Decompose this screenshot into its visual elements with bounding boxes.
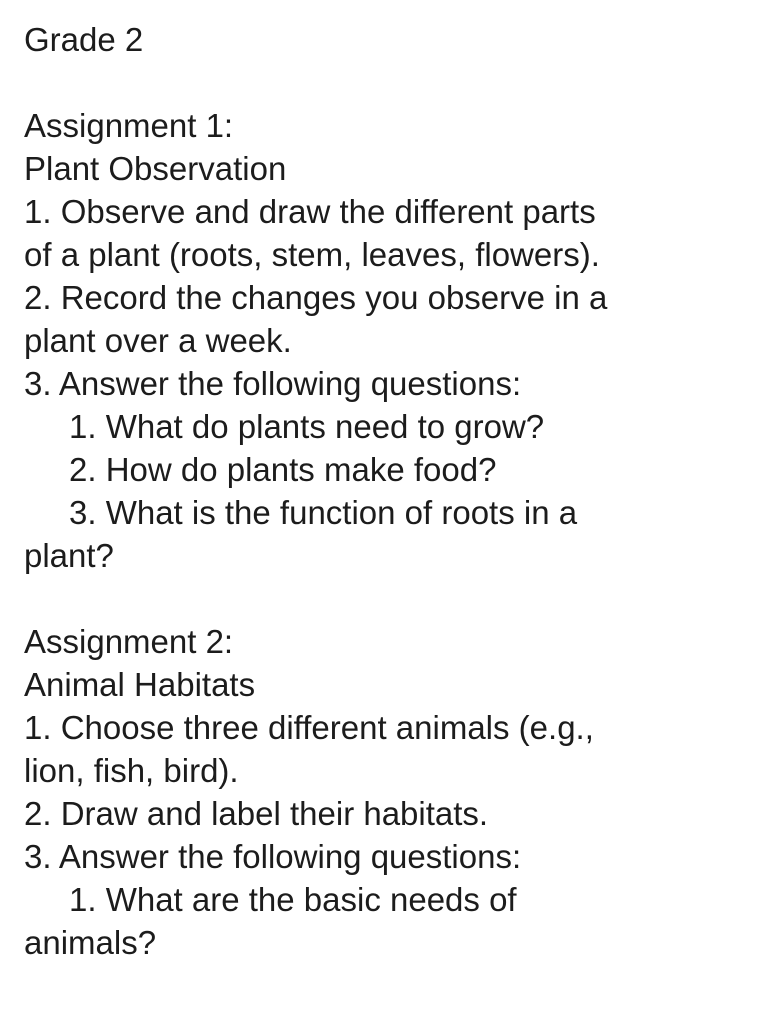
assignment-2-heading: Assignment 2: bbox=[24, 623, 234, 660]
grade-label: Grade 2 bbox=[24, 21, 144, 58]
assignment-2-title: Animal Habitats bbox=[24, 666, 256, 703]
assignment-1 bbox=[24, 104, 744, 577]
assignment-1-question-wrap: plant? bbox=[24, 537, 114, 574]
assignment-1-line: 2. Record the changes you observe in a bbox=[24, 279, 608, 316]
assignment-1-line: 3. Answer the following questions: bbox=[24, 365, 522, 402]
assignment-1-title: Plant Observation bbox=[24, 150, 287, 187]
assignment-1-heading: Assignment 1: bbox=[24, 107, 234, 144]
assignment-1-line: plant over a week. bbox=[24, 322, 292, 359]
assignment-2-line: 2. Draw and label their habitats. bbox=[24, 795, 489, 832]
assignment-2-line: lion, fish, bird). bbox=[24, 752, 239, 789]
document-body bbox=[24, 18, 744, 964]
assignment-2-line: 1. Choose three different animals (e.g., bbox=[24, 709, 594, 746]
assignment-2 bbox=[24, 620, 744, 964]
assignment-2-question-wrap: animals? bbox=[24, 924, 157, 961]
spacer bbox=[24, 577, 744, 620]
assignment-1-question: 3. What is the function of roots in a bbox=[69, 494, 578, 531]
assignment-1-question: 1. What do plants need to grow? bbox=[69, 408, 545, 445]
assignment-2-line: 3. Answer the following questions: bbox=[24, 838, 522, 875]
assignment-1-line: 1. Observe and draw the different parts bbox=[24, 193, 596, 230]
spacer bbox=[24, 61, 744, 104]
assignment-1-line: of a plant (roots, stem, leaves, flowers). bbox=[24, 236, 600, 273]
assignment-1-question: 2. How do plants make food? bbox=[69, 451, 497, 488]
assignment-2-question: 1. What are the basic needs of bbox=[69, 881, 517, 918]
